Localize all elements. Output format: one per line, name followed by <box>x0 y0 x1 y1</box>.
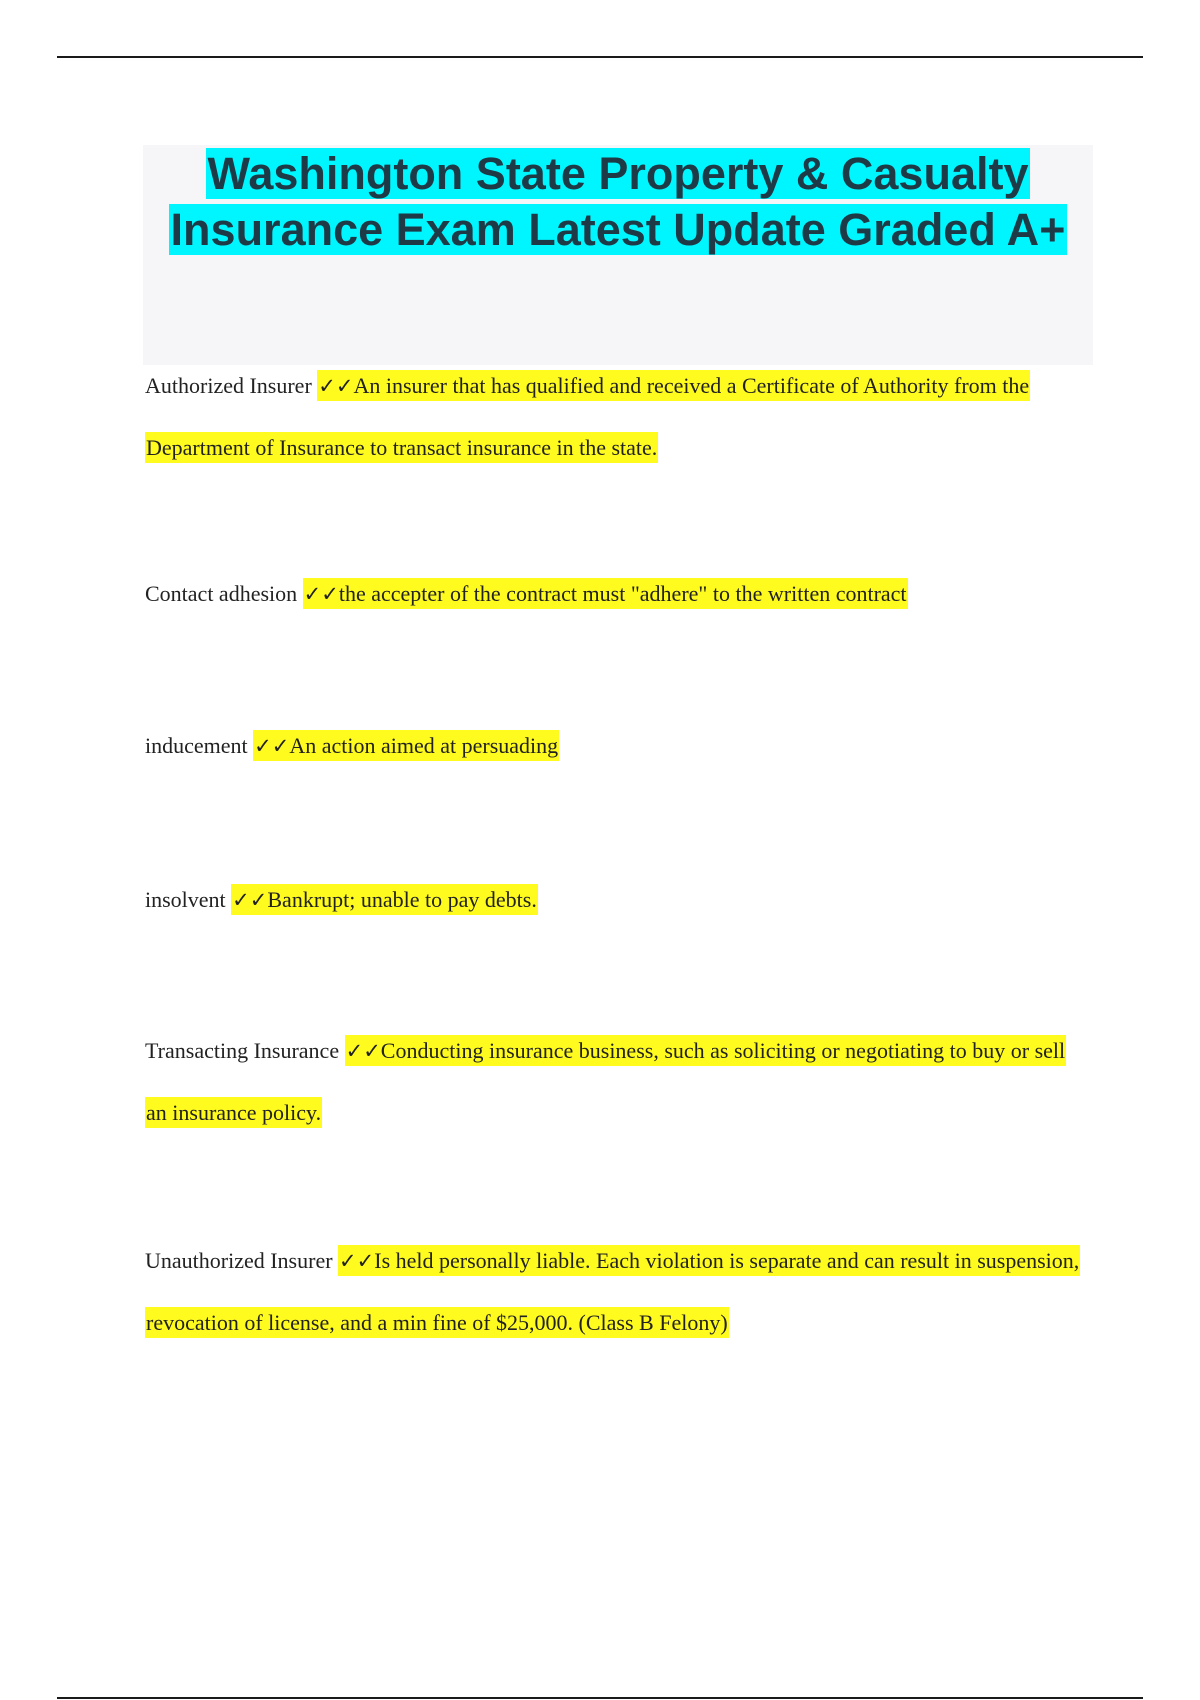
entry-term: insolvent <box>145 887 226 912</box>
entry-definition: An insurer that has qualified and received a Certificate of Authority from the Department of Insurance to transact insurance in the state. <box>146 373 1030 460</box>
entry-inducement <box>145 715 1085 777</box>
entry-answer-highlight <box>231 884 538 915</box>
double-check-icon: ✓✓ <box>254 734 290 758</box>
entry-term: Contact adhesion <box>145 581 298 606</box>
entry-insolvent <box>145 869 1085 931</box>
entry-definition: Bankrupt; unable to pay debts. <box>267 887 537 912</box>
entry-definition: Is held personally liable. Each violation is separate and can result in suspension, revocation of license, and a min fine of $25,000. (Class B Felony) <box>146 1248 1080 1335</box>
entry-definition: Conducting insurance business, such as soliciting or negotiating to buy or sell an insurance policy. <box>146 1038 1066 1125</box>
entry-definition: An action aimed at persuading <box>289 733 559 758</box>
entry-transacting-insurance <box>145 1020 1085 1143</box>
entry-definition: the accepter of the contract must "adhere" to the written contract <box>338 581 907 606</box>
double-check-icon: ✓✓ <box>232 888 268 912</box>
top-rule <box>57 56 1143 58</box>
entry-authorized-insurer <box>145 355 1085 478</box>
bottom-rule <box>57 1697 1143 1699</box>
entry-answer-highlight <box>253 730 559 761</box>
entry-term: Transacting Insurance <box>145 1038 340 1063</box>
entry-term: Unauthorized Insurer <box>145 1248 333 1273</box>
double-check-icon: ✓✓ <box>303 582 339 606</box>
entry-term: Authorized Insurer <box>145 373 312 398</box>
double-check-icon: ✓✓ <box>345 1039 381 1063</box>
document-title-text: Washington State Property & Casualty Insurance Exam Latest Update Graded A+ <box>170 148 1066 255</box>
document-title <box>143 146 1093 258</box>
entry-unauthorized-insurer <box>145 1230 1085 1353</box>
entry-answer-highlight <box>303 578 908 609</box>
entry-contact-adhesion <box>145 563 1085 625</box>
double-check-icon: ✓✓ <box>339 1249 375 1273</box>
entry-term: inducement <box>145 733 248 758</box>
double-check-icon: ✓✓ <box>318 374 354 398</box>
